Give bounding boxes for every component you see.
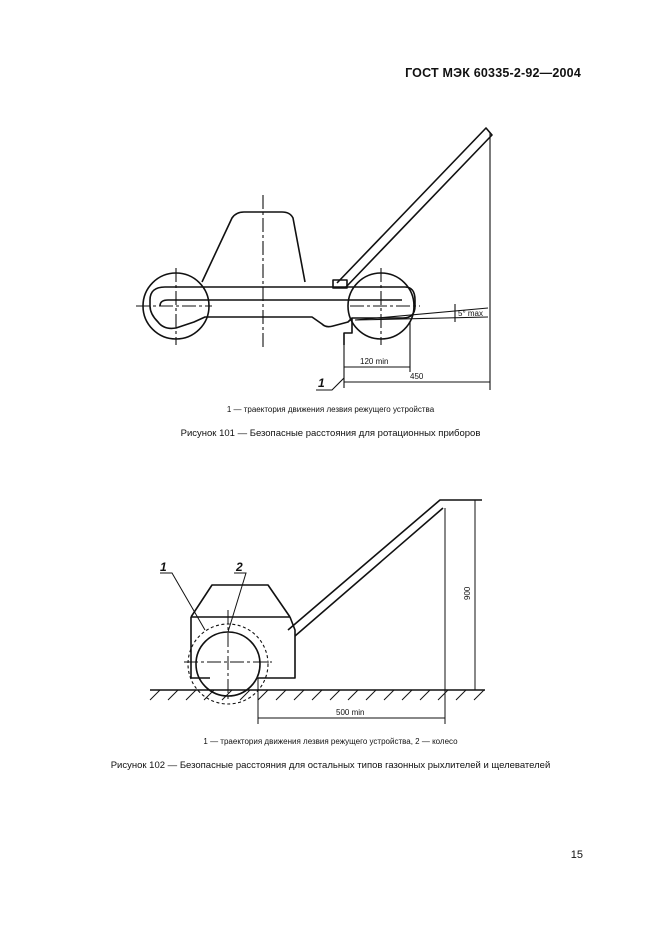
figure-102-caption: Рисунок 102 — Безопасные расстояния для остальных типов газонных рыхлителей и щелевателей	[110, 760, 551, 771]
figure-102-legend: 1 — траектория движения лезвия режущего устройства, 2 — колесо	[203, 737, 458, 746]
ground-hatching	[150, 690, 484, 700]
label-angle: 5° max	[458, 309, 483, 318]
label-item-2: 2	[236, 560, 243, 574]
aerator-handle	[288, 500, 482, 630]
aerator-body-right	[258, 617, 295, 678]
label-dim-120: 120 min	[360, 357, 389, 366]
aerator-handle-inner	[295, 508, 443, 636]
figure-101-legend: 1 — траектория движения лезвия режущего устройства	[226, 405, 435, 414]
label-dim-450: 450	[410, 372, 424, 381]
label-item-1-fig101: 1	[318, 376, 325, 390]
leader-item-1-fig102	[160, 573, 205, 630]
document-header: ГОСТ МЭК 60335-2-92—2004	[405, 66, 581, 80]
label-item-1-fig102: 1	[160, 560, 167, 574]
page-number: 15	[570, 849, 583, 861]
label-dim-900: 900	[463, 586, 472, 600]
label-dim-500: 500 min	[336, 708, 365, 717]
figure-101-caption: Рисунок 101 — Безопасные расстояния для ротационных приборов	[180, 428, 481, 439]
leader-item-2	[228, 573, 246, 632]
